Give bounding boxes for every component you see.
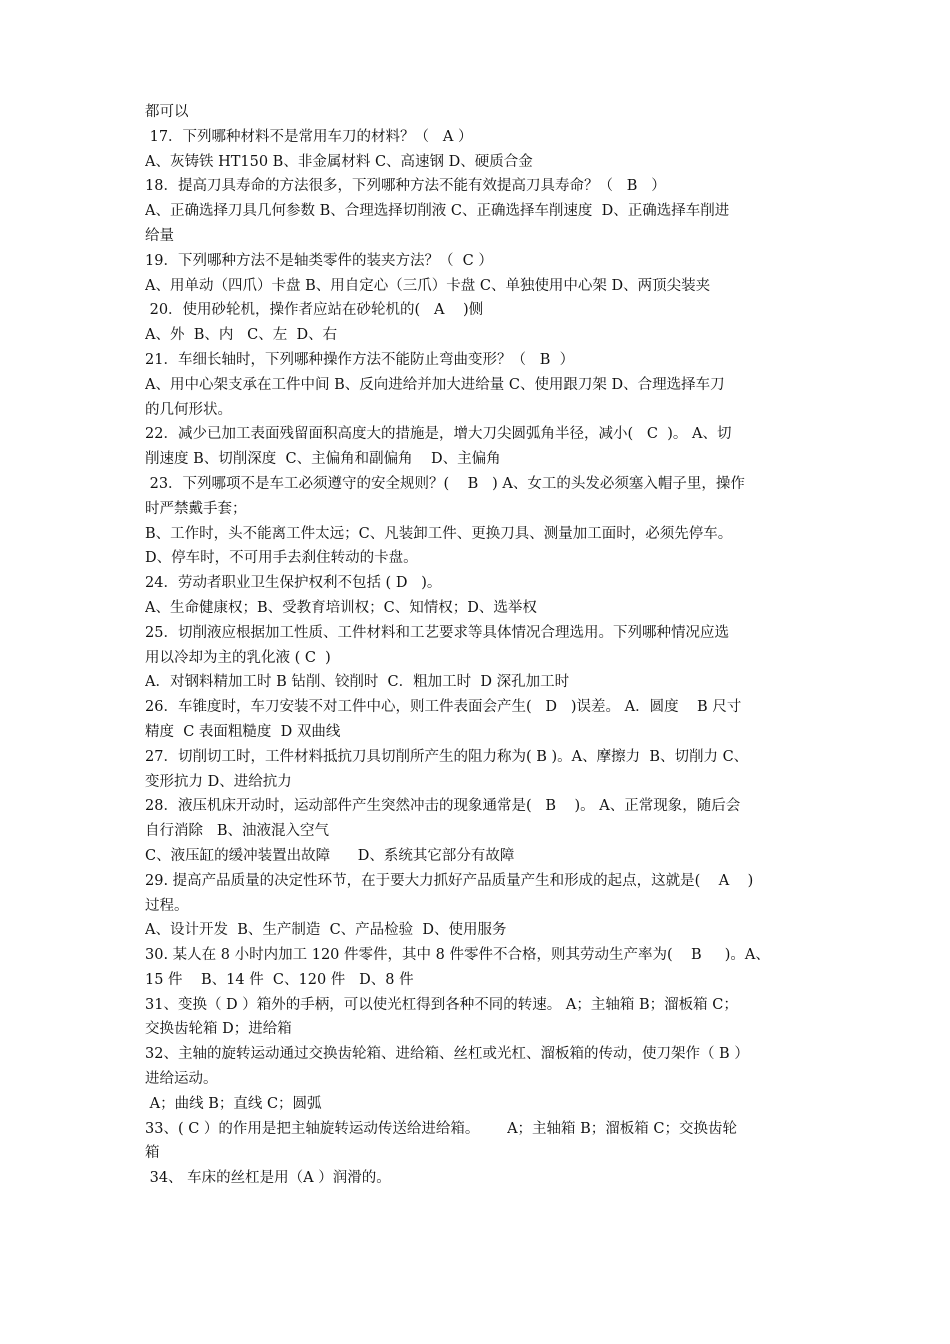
text-line: A；曲线 B；直线 C；圆弧 [145, 1095, 322, 1112]
text-line: A、正确选择刀具几何参数 B、合理选择切削液 C、正确选择车削速度 D、正确选择车削进 [145, 203, 730, 220]
text-line: 精度 C 表面粗糙度 D 双曲线 [145, 723, 341, 740]
text-line: A、外 B、内 C、左 D、右 [145, 327, 338, 344]
text-line: 34、 车床的丝杠是用（A ）润滑的。 [145, 1170, 391, 1187]
text-line: A、用中心架支承在工件中间 B、反向进给并加大进给量 C、使用跟刀架 D、合理选择车刀 [145, 376, 725, 393]
text-line: 24．劳动者职业卫生保护权利不包括 ( D )。 [145, 575, 442, 592]
text-line: 22．减少已加工表面残留面积高度大的措施是，增大刀尖圆弧角半径，减小( C )。 A、切 [145, 426, 732, 443]
text-line: B、工作时，头不能离工件太远；C、凡装卸工件、更换刀具、测量加工面时，必须先停车。 [145, 525, 733, 542]
text-line: 19．下列哪种方法不是轴类零件的装夹方法？（ C ） [145, 252, 493, 269]
text-line: 18．提高刀具寿命的方法很多，下列哪种方法不能有效提高刀具寿命？（ B ） [145, 178, 666, 195]
text-line: 26．车锥度时，车刀安装不对工件中心，则工件表面会产生( D )误差。 A．圆度 B 尺寸 [145, 699, 742, 716]
text-line: A、生命健康权；B、受教育培训权；C、知情权；D、选举权 [145, 599, 537, 616]
text-line: 31、变换（ D ）箱外的手柄，可以使光杠得到各种不同的转速。 A；主轴箱 B；溜板箱 C； [145, 996, 738, 1013]
text-line: 21．车细长轴时，下列哪种操作方法不能防止弯曲变形？（ B ） [145, 351, 575, 368]
text-line: 用以冷却为主的乳化液 ( C ) [145, 649, 331, 666]
text-line: 32、主轴的旋转运动通过交换齿轮箱、进给箱、丝杠或光杠、溜板箱的传动，使刀架作（ B ） [145, 1046, 749, 1063]
text-line: 20．使用砂轮机，操作者应站在砂轮机的( A )侧 [145, 302, 484, 319]
text-line: 都可以 [145, 104, 189, 120]
text-line: A、设计开发 B、生产制造 C、产品检验 D、使用服务 [145, 922, 507, 939]
text-line: 28．液压机床开动时，运动部件产生突然冲击的现象通常是( B )。 A、正常现象，随后会 [145, 798, 741, 815]
text-line: 变形抗力 D、进给抗力 [145, 773, 292, 790]
text-line: 27．切削切工时，工件材料抵抗刀具切削所产生的阻力称为( B )。A、摩擦力 B、切削力 C、 [145, 748, 749, 765]
text-line: 给量 [145, 227, 174, 244]
document-body [145, 100, 815, 1191]
text-line: 29. 提高产品质量的决定性环节，在于要大力抓好产品质量产生和形成的起点，这就是( A ) [145, 872, 754, 889]
text-line: 箱 [145, 1145, 160, 1162]
text-line: 过程。 [145, 897, 189, 914]
text-line: 进给运动。 [145, 1071, 218, 1088]
text-line: 23．下列哪项不是车工必须遵守的安全规则？( B ) A、女工的头发必须塞入帽子里，操作 [145, 475, 745, 492]
text-line: 30. 某人在 8 小时内加工 120 件零件，其中 8 件零件不合格，则其劳动生产率为( B )。A、 [145, 947, 770, 964]
text-line: C、液压缸的缓冲装置出故障 D、系统其它部分有故障 [145, 847, 515, 864]
text-line: D、停车时，不可用手去刹住转动的卡盘。 [145, 550, 418, 567]
text-line: 削速度 B、切削深度 C、主偏角和副偏角 D、主偏角 [145, 451, 501, 468]
text-line: 33、( C ）的作用是把主轴旋转运动传送给进给箱。 A；主轴箱 B；溜板箱 C；交换齿轮 [145, 1120, 738, 1137]
text-line: A．对钢料精加工时 B 钻削、铰削时 C．粗加工时 D 深孔加工时 [145, 674, 570, 691]
text-line: A、灰铸铁 HT150 B、非金属材料 C、高速钢 D、硬质合金 [145, 153, 533, 170]
text-line: 17．下列哪种材料不是常用车刀的材料？（ A ） [145, 128, 473, 145]
text-line: 15 件 B、14 件 C、120 件 D、8 件 [145, 971, 414, 988]
text-line: 的几何形状。 [145, 401, 232, 418]
text-line: 时严禁戴手套； [145, 500, 247, 517]
text-line: 25．切削液应根据加工性质、工件材料和工艺要求等具体情况合理选用。下列哪种情况应选 [145, 624, 729, 641]
text-line: A、用单动（四爪）卡盘 B、用自定心（三爪）卡盘 C、单独使用中心架 D、两顶尖装夹 [145, 277, 711, 294]
text-line: 自行消除 B、油液混入空气 [145, 823, 329, 840]
text-line: 交换齿轮箱 D；进给箱 [145, 1021, 292, 1038]
